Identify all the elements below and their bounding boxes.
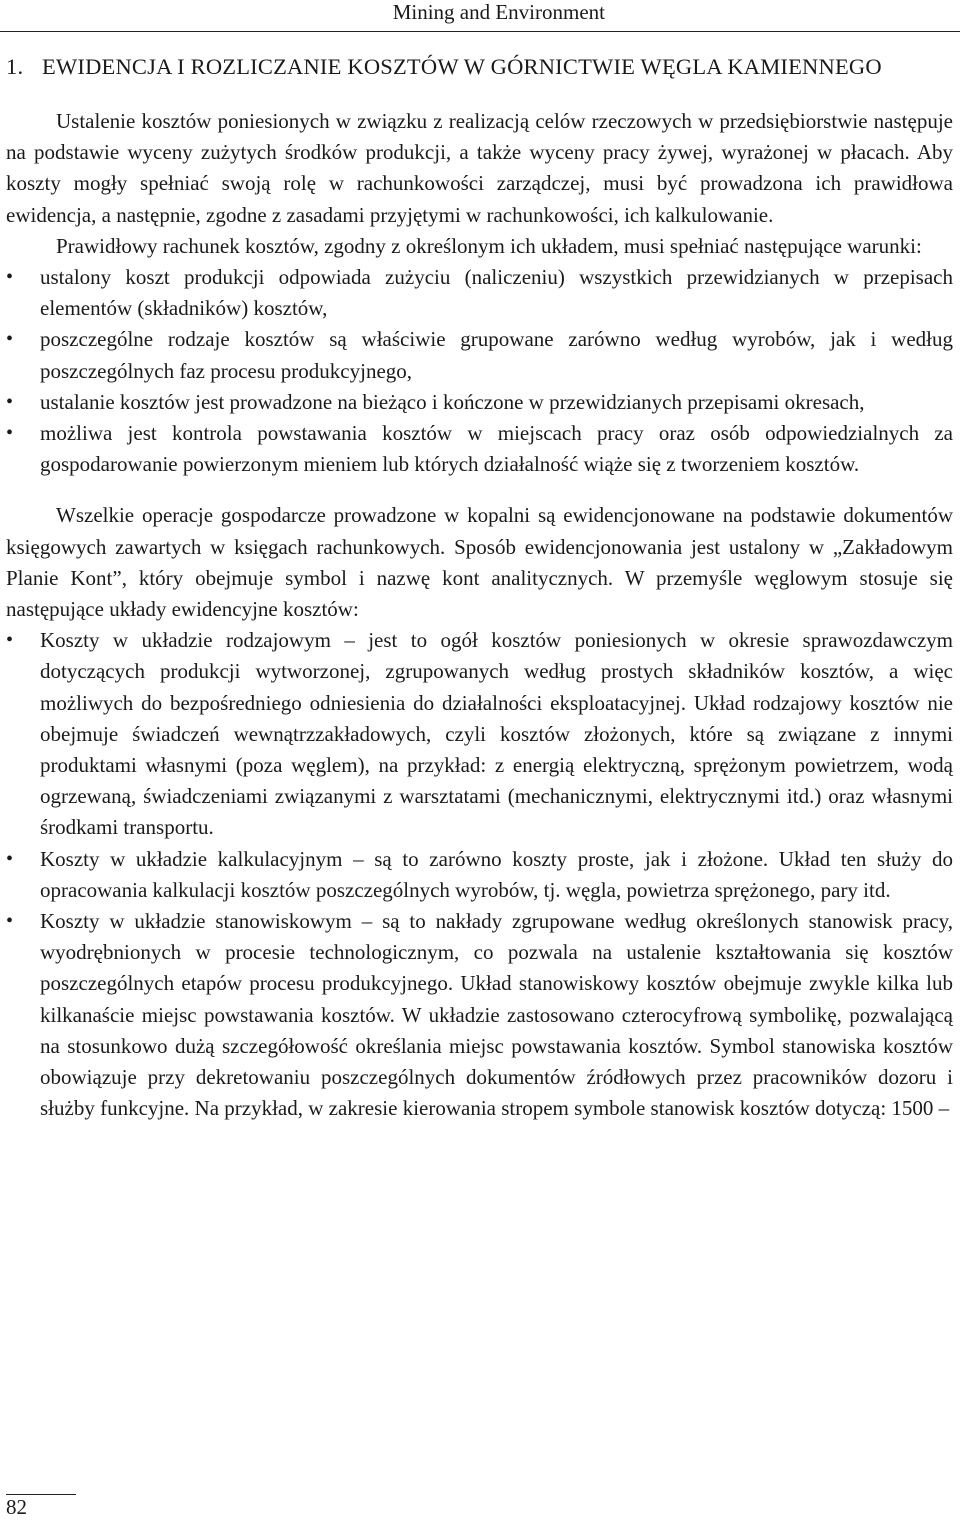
paragraph-ledger: Wszelkie operacje gospodarcze prowadzone w kopalni są ewidencjonowane na podstawie dokumentów księgowych zawartych w księgach rachunkowych. Sposób ewidencjonowania jest ustalony w „Zakładowym Planie Kont”, który obejmuje symbol i nazwę kont analitycznych. W przemyśle węglowym stosuje się następujące układy ewidencyjne kosztów: bbox=[6, 503, 953, 622]
list-item bbox=[6, 906, 953, 1124]
running-header: Mining and Environment bbox=[392, 0, 605, 24]
section-heading bbox=[6, 52, 953, 81]
list-item-text: ustalanie kosztów jest prowadzone na bieżąco i kończone w przewidzianych przepisami okresach, bbox=[40, 389, 865, 414]
list-item-text: Koszty w układzie kalkulacyjnym – są to zarówno koszty proste, jak i złożone. Układ ten służy do opracowania kalkulacji kosztów poszczególnych wyrobów, tj. węgla, powietrza sprężonego, pary itd. bbox=[40, 846, 953, 902]
list-item bbox=[6, 387, 953, 418]
page-number: 82 bbox=[6, 1495, 27, 1519]
list-item bbox=[6, 262, 953, 324]
paragraph-conditions-intro: Prawidłowy rachunek kosztów, zgodny z określonym ich układem, musi spełniać następujące warunki: bbox=[56, 233, 922, 258]
list-item bbox=[6, 844, 953, 906]
page-body bbox=[6, 52, 953, 1125]
bullet-icon: • bbox=[6, 629, 14, 652]
list-item bbox=[6, 324, 953, 386]
list-item-text: możliwa jest kontrola powstawania kosztów w miejscach pracy oraz osób odpowiedzialnych za gospodarowanie powierzonym mieniem lub których działalność wiąże się z tworzeniem kosztów. bbox=[40, 421, 953, 477]
section-number: 1. bbox=[6, 54, 24, 79]
bullet-icon: • bbox=[6, 266, 14, 289]
conditions-list bbox=[6, 262, 953, 480]
list-item-text: Koszty w układzie stanowiskowym – są to nakłady zgrupowane według określonych stanowisk pracy, wyodrębnionych w procesie technologicznym, co pozwala na ustalenie kształtowania się kosztów poszczególnych etapów procesu produkcyjnego. Układ stanowiskowy kosztów obejmuje zwykle kilka lub kilkanaście miejsc powstawania kosztów. W układzie zastosowano czterocyfrową symbolikę, pozwalającą na stosunkowo dużą szczegółowość określania miejsc powstawania kosztów. Symbol stanowiska kosztów obowiązuje przy dekretowaniu poszczególnych dokumentów źródłowych przez pracowników dozoru i służby funkcyjne. Na przykład, w zakresie kierowania stropem symbole stanowisk kosztów dotyczą: 1500 – bbox=[40, 909, 953, 1121]
paragraph-intro: Ustalenie kosztów poniesionych w związku z realizacją celów rzeczowych w przedsiębiorstwie następuje na podstawie wyceny zużytych środków produkcji, a także wyceny pracy żywej, wyrażonej w płacach. Aby koszty mogły spełniać swoją rolę w rachunkowości zarządczej, musi być prowadzona ich prawidłowa ewidencja, a następnie, zgodne z zasadami przyjętymi w rachunkowości, ich kalkulowanie. bbox=[6, 109, 953, 227]
list-item bbox=[6, 418, 953, 480]
bullet-icon: • bbox=[6, 847, 14, 870]
list-item-text: poszczególne rodzaje kosztów są właściwie grupowane zarówno według wyrobów, jak i według poszczególnych faz procesu produkcyjnego, bbox=[40, 327, 953, 383]
list-item-text: Koszty w układzie rodzajowym – jest to ogół kosztów poniesionych w okresie sprawozdawczym dotyczących produkcji wytworzonej, zgrupowanych według prostych składników kosztów, a więc możliwych do bezpośredniego odniesienia do działalności eksploatacyjnej. Układ rodzajowy kosztów nie obejmuje świadczeń wewnątrzzakładowych, czyli kosztów złożonych, które są związane z innymi produktami własnymi (poza węglem), na przykład: z energią elektryczną, sprężonym powietrzem, wodą ogrzewaną, świadczeniami związanymi z warsztatami (mechanicznymi, elektrycznymi itd.) oraz własnymi środkami transportu. bbox=[40, 628, 953, 840]
bullet-icon: • bbox=[6, 390, 14, 413]
list-item bbox=[6, 625, 953, 843]
header-rule bbox=[0, 31, 960, 32]
section-title: EWIDENCJA I ROZLICZANIE KOSZTÓW W GÓRNICTWIE WĘGLA KAMIENNEGO bbox=[42, 54, 882, 79]
list-item-text: ustalony koszt produkcji odpowiada zużyciu (naliczeniu) wszystkich przewidzianych w przepisach elementów (składników) kosztów, bbox=[40, 265, 953, 321]
bullet-icon: • bbox=[6, 910, 14, 933]
spacer bbox=[6, 480, 953, 500]
bullet-icon: • bbox=[6, 422, 14, 445]
cost-systems-list bbox=[6, 625, 953, 1124]
bullet-icon: • bbox=[6, 328, 14, 351]
